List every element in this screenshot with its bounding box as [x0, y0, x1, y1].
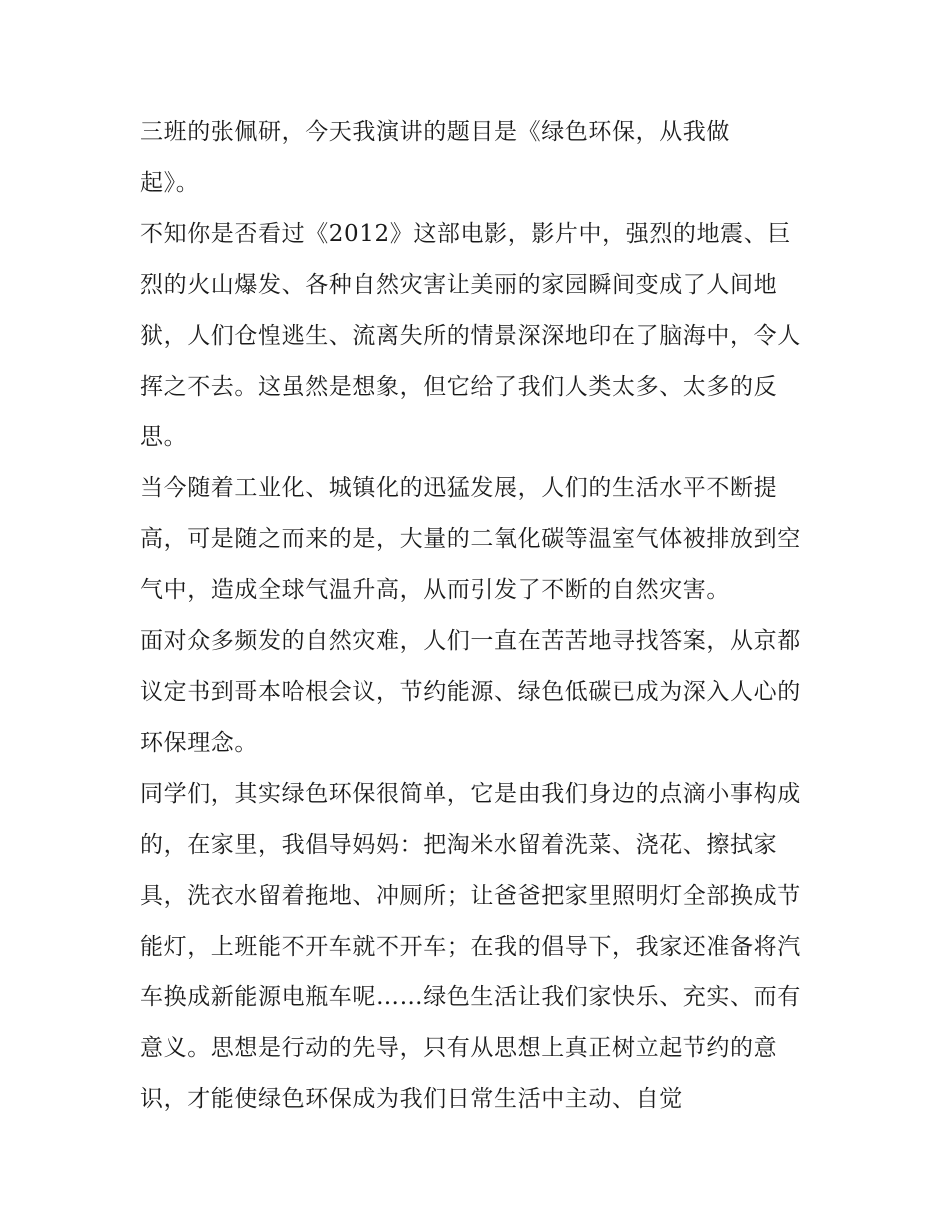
paragraph-natural-disasters: 面对众多频发的自然灾难，人们一直在苦苦地寻找答案，从京都议定书到哥本哈根会议，节约能源、绿色低碳已成为深入人心的环保理念。 [140, 628, 801, 756]
paragraph-intro: 三班的张佩研，今天我演讲的题目是《绿色环保，从我做起》。 [140, 119, 730, 196]
paragraph-industrialization: 当今随着工业化、城镇化的迅猛发展，人们的生活水平不断提高，可是随之而来的是，大量的二氧化碳等温室气体被排放到空气中，造成全球气温升高，从而引发了不断的自然灾害。 [140, 475, 801, 604]
document-body [140, 107, 812, 1125]
paragraph-green-living: 同学们，其实绿色环保很简单，它是由我们身边的点滴小事构成的，在家里，我倡导妈妈：把淘米水留着洗菜、浇花、擦拭家具，洗衣水留着拖地、冲厕所；让爸爸把家里照明灯全部换成节能灯，上班能不开车就不开车；在我的倡导下，我家还准备将汽车换成新能源电瓶车呢……绿色生活让我们家快乐、充实、而有意义。思想是行动的先导，只有从思想上真正树立起节约的意识，才能使绿色环保成为我们日常生活中主动、自觉 [140, 780, 801, 1113]
paragraph-movie-2012: 不知你是否看过《2012》这部电影，影片中，强烈的地震、巨烈的火山爆发、各种自然灾害让美丽的家园瞬间变成了人间地狱，人们仓惶逃生、流离失所的情景深深地印在了脑海中，令人挥之不去。这虽然是想象，但它给了我们人类太多、太多的反思。 [140, 220, 801, 451]
